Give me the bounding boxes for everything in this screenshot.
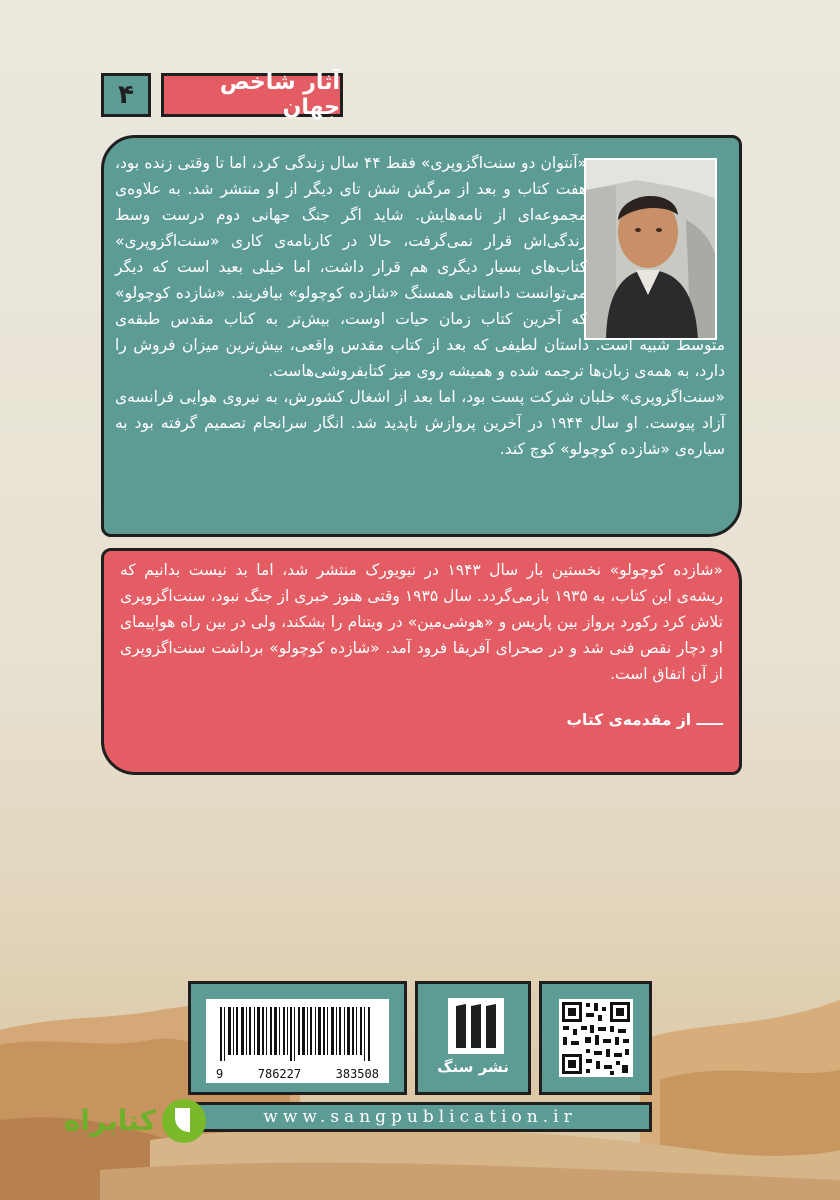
barcode-bars	[216, 1007, 379, 1061]
ketabrah-logo	[36, 1092, 206, 1150]
series-number-badge	[101, 73, 151, 117]
isbn-barcode	[206, 999, 389, 1083]
bio-paragraph: «سنت‌اگزوپری» خلبان شرکت پست بود، اما بعد از اشغال کشورش، به نیروی هوایی فرانسه‌ی آزاد پیوست. او سال ۱۹۴۴ در آخرین پروازش ناپدید شد. انگار سرانجام تصمیم گرفته بود به سیاره‌ی «شازده کوچولو» کوچ کند.	[115, 388, 725, 458]
series-number: ۴	[118, 80, 134, 110]
isbn-digits	[216, 1067, 379, 1081]
intro-source: ـــــ از مقدمه‌ی کتاب	[566, 711, 723, 729]
series-title: آثار شاخص جهان	[219, 70, 340, 120]
publisher-panel	[415, 981, 531, 1095]
isbn-prefix: 9	[216, 1067, 224, 1081]
isbn-left-group: 786227	[257, 1067, 302, 1081]
ketabrah-mark-icon	[162, 1099, 206, 1143]
intro-text: «شازده کوچولو» نخستین بار سال ۱۹۴۳ در نیویورک منتشر شد، اما بد نیست بدانیم که ریشه‌ی این کتاب، به ۱۹۳۵ بازمی‌گردد. سال ۱۹۳۵ وقتی هنوز خبری از جنگ نبود، سنت‌اگزوپری تلاش کرد رکورد پرواز بین پاریس و «هوشی‌مین» در ویتنام را بشکند، ولی در بین راه هواپیمای او دچار نقص فنی شد و در صحرای آفریقا فرود آمد. «شازده کوچولو» برداشت سنت‌اگزوپری از آن اتفاق است.	[120, 561, 723, 683]
qr-code-icon[interactable]	[559, 999, 633, 1077]
series-title-badge	[161, 70, 343, 120]
publisher-logo-icon	[448, 998, 504, 1054]
qr-panel	[539, 981, 652, 1095]
publisher-website[interactable]: www.sangpublication.ir	[188, 1102, 652, 1132]
author-bio-text	[115, 150, 725, 530]
barcode-panel	[188, 981, 407, 1095]
isbn-right-group: 383508	[335, 1067, 379, 1081]
ketabrah-name: کتابراه	[63, 1104, 156, 1137]
publisher-name: نشر سنگ	[437, 1058, 509, 1076]
bio-paragraph: «آنتوان دو سنت‌اگزوپری» فقط ۴۴ سال زندگی کرد، اما تا وقتی زنده بود، هفت کتاب و بعد از مرگش شش تای دیگر از او منتشر شد. به علاوه‌ی مجموعه‌ای از نامه‌هایش. شاید اگر جنگ جهانی دوم درست وسط زندگی‌اش قرار نمی‌گرفت، حالا در کارنامه‌ی کاری «سنت‌اگزوپری» کتاب‌های بسیار دیگری هم قرار داشت، اما خیلی بعید است که دیگر می‌توانست داستانی همسنگ «شازده کوچولو» بیافریند. «شازده کوچولو» که آخرین کتاب زمان حیات اوست، بیش‌تر به کتاب مقدس طبقه‌ی متوسط شبیه است. داستان لطیفی که بعد از کتاب مقدس واقعی، بیش‌ترین میزان فروش را دارد، به همه‌ی زبان‌ها ترجمه شده و همیشه روی میز کتابفروشی‌هاست.	[115, 154, 725, 380]
